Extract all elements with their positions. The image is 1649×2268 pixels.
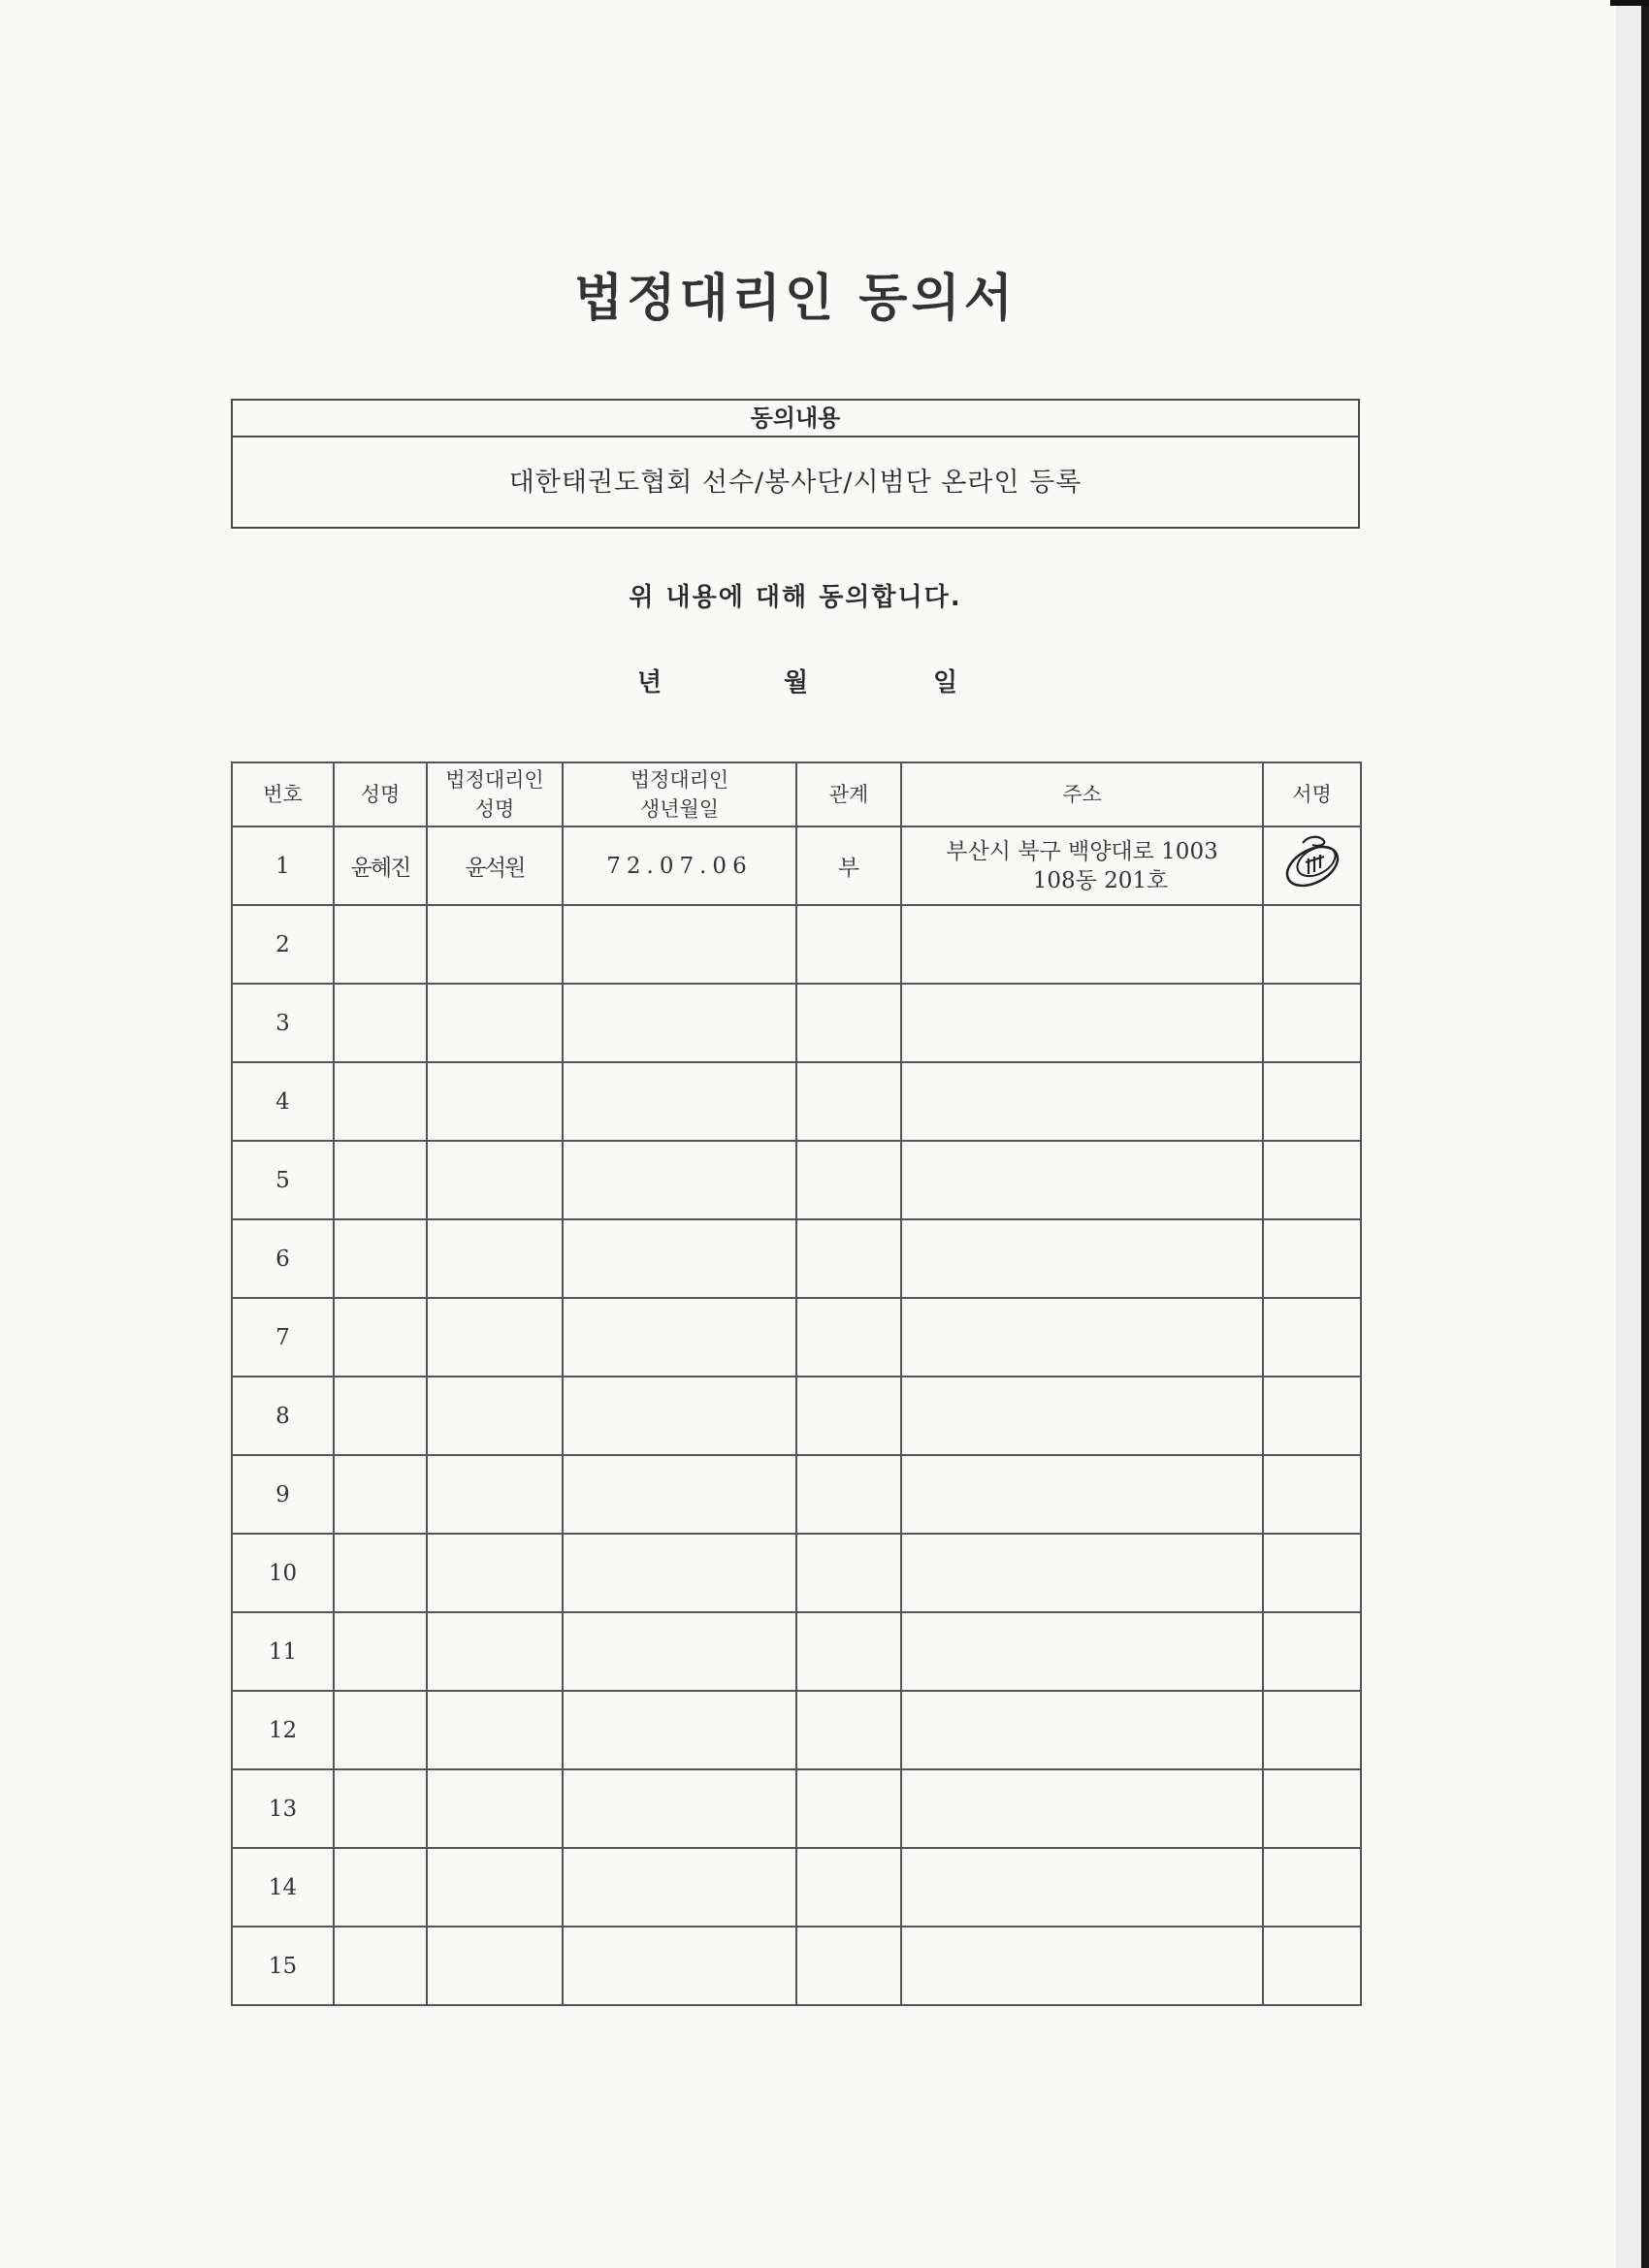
header-guardian-birth-line2: 생년월일 [639, 797, 720, 821]
table-row [232, 1927, 1361, 2005]
header-no: 번호 [232, 762, 334, 826]
table-row [232, 1691, 1361, 1769]
row-number: 14 [232, 1848, 334, 1927]
row-number: 13 [232, 1769, 334, 1848]
row-number: 12 [232, 1691, 334, 1769]
scan-edge [1641, 0, 1649, 2268]
table-header-row [232, 762, 1361, 826]
row-number: 3 [232, 984, 334, 1062]
student-name: 윤혜진 [334, 826, 427, 905]
address-line1: 부산시 북구 백양대로 1003 [946, 838, 1218, 864]
address-line2: 108동 201호 [1032, 867, 1169, 893]
table-row [232, 1298, 1361, 1377]
table-row [232, 1455, 1361, 1534]
table-row [232, 826, 1361, 905]
table-row [232, 1769, 1361, 1848]
header-signature: 서명 [1263, 762, 1361, 826]
table-row [232, 1612, 1361, 1691]
scan-corner [1610, 0, 1649, 6]
consent-box [231, 399, 1360, 529]
row-number: 5 [232, 1141, 334, 1219]
relation: 부 [796, 826, 901, 905]
row-number: 11 [232, 1612, 334, 1691]
header-address: 주소 [901, 762, 1263, 826]
row-number: 1 [232, 826, 334, 905]
row-number: 10 [232, 1534, 334, 1612]
row-number: 9 [232, 1455, 334, 1534]
header-relation: 관계 [796, 762, 901, 826]
signature-seal-icon [1274, 829, 1351, 897]
table-row [232, 1062, 1361, 1141]
date-year-label: 년 [637, 668, 663, 697]
table-row [232, 905, 1361, 984]
date-day-label: 일 [933, 668, 958, 697]
table-row [232, 1534, 1361, 1612]
header-guardian-name-line1: 법정대리인 [445, 768, 544, 792]
agree-statement: 위 내용에 대해 동의합니다. [629, 583, 962, 612]
signature-cell [1263, 826, 1361, 905]
table-row [232, 1141, 1361, 1219]
table-row [232, 1219, 1361, 1298]
table-row [232, 1377, 1361, 1455]
consent-text: 대한태권도협회 선수/봉사단/시범단 온라인 등록 [508, 468, 1083, 498]
guardian-name: 윤석원 [427, 826, 563, 905]
row-number: 6 [232, 1219, 334, 1298]
guardian-birth: 72.07.06 [563, 826, 796, 905]
header-guardian-birth-line1: 법정대리인 [630, 768, 729, 792]
registration-table [231, 761, 1362, 2006]
row-number: 7 [232, 1298, 334, 1377]
scan-margin [1616, 0, 1641, 2268]
consent-header: 동의내용 [233, 401, 1358, 437]
row-number: 8 [232, 1377, 334, 1455]
row-number: 15 [232, 1927, 334, 2005]
header-guardian-name [427, 762, 563, 826]
header-guardian-name-line2: 성명 [474, 797, 515, 821]
document-title: 법정대리인 동의서 [574, 270, 1017, 328]
address [901, 826, 1263, 905]
row-number: 4 [232, 1062, 334, 1141]
date-month-label: 월 [784, 668, 809, 697]
header-guardian-birth [563, 762, 796, 826]
row-number: 2 [232, 905, 334, 984]
table-row [232, 1848, 1361, 1927]
table-row [232, 984, 1361, 1062]
header-name: 성명 [334, 762, 427, 826]
